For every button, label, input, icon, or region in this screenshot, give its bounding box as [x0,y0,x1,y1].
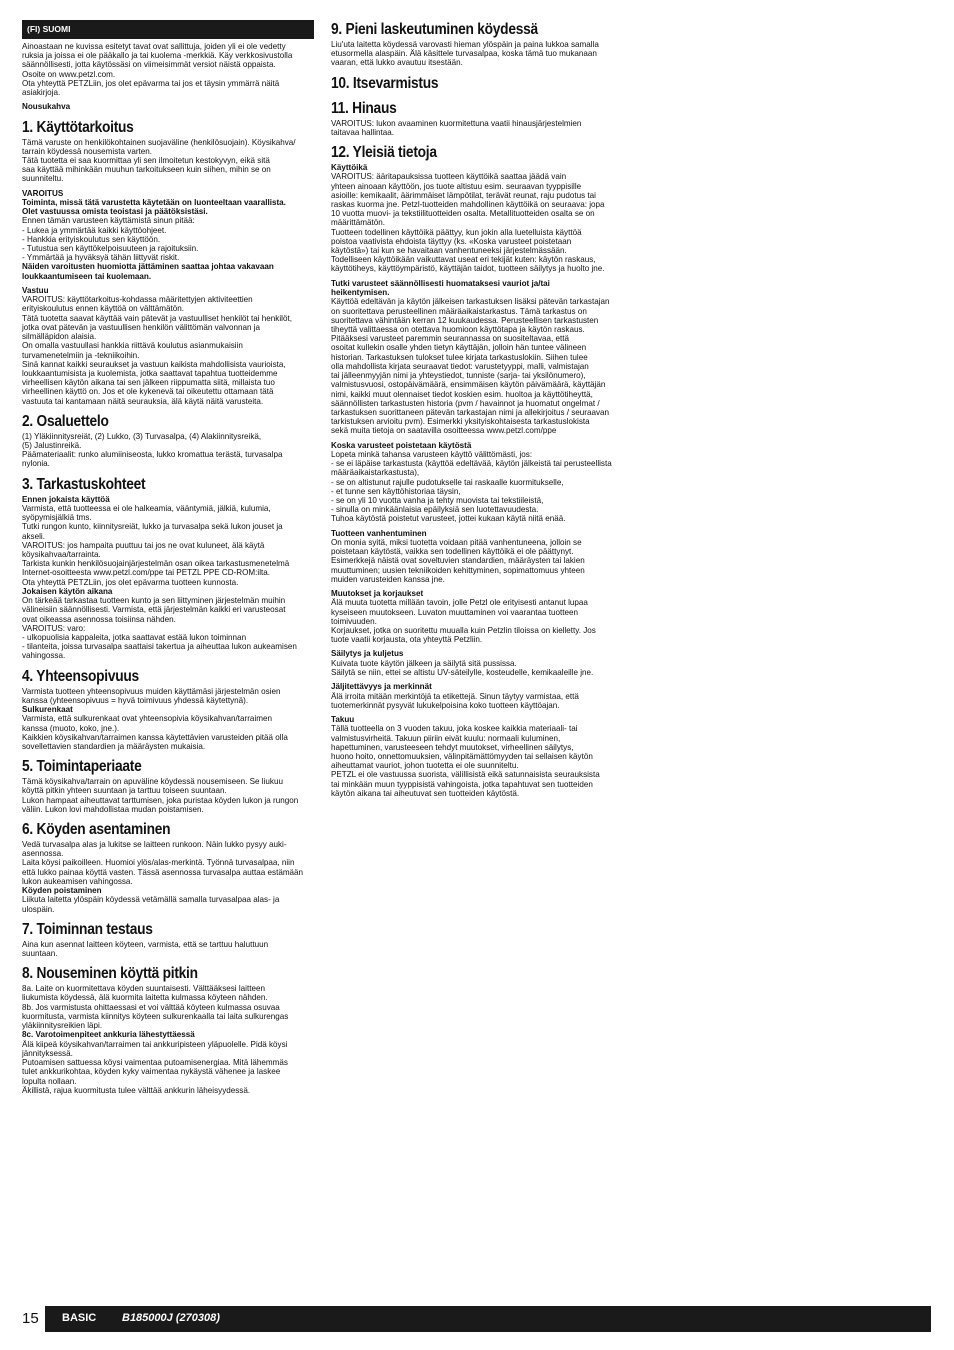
warning-text: Ennen tämän varusteen käyttämistä sinun pitää: - Lukea ja ymmärtää kaikki käyttöohjeet. - Hankkia erityiskoulutus sen käyttöön. - Tutustua sen käyttökelpoisuuteen ja rajoituksiin. - Ymmärtää ja hyväksyä tähän liittyvät riskit. [22,216,199,263]
warning-bold: Toiminta, missä tätä varustetta käytetään on luonteeltaan vaarallista. Olet vastuussa omista teoistasi ja päätöksistäsi. [22,198,286,217]
warning-label: VAROITUS [22,188,64,198]
retirement-label: Koska varusteet poistetaan käytöstä [331,440,472,450]
rope-removal-label: Köyden poistaminen [22,886,102,896]
warranty-label: Takuu [331,715,355,725]
lifetime-label: Käyttöikä [331,163,368,173]
section-8-text: 8a. Laite on kuormitettava köyden suuntaisesti. Välttääksesi laitteen liukumista köydessä, älä kuormita laitetta kulmassa köyteen nähden. 8b. Jos varmistusta ohittaessasi et voi välttää köyteen kulmassa osuvaa kuormitusta, varmista kiinnitys köyteen sulkurenkaalla tai laita sulkurengas yläkiinnitysreikien läpi. [22,984,289,1031]
during-use-text: On tärkeää tarkastaa tuotteen kunto ja sen liittyminen järjestelmän muihin välineisiin säännöllisesti. Varmista, että järjestelmän kaikki eri varusteosat ovat oikeassa asennossa toisiinsa nähden. VAROITUS: varo: - ulkopuolisia kappaleita, jotka saattavat estää lukon toiminnan - tilanteita, joissa turvasalpa saattaisi takertua ja aiheuttaa lukon aukeamisen vahingossa. [22,596,297,661]
responsibility-label: Vastuu [22,285,49,295]
section-2-title: 2. Osaluettelo [22,412,109,430]
warranty-text: Tällä tuotteella on 3 vuoden takuu, joka koskee kaikkia materiaali- tai valmistusvirheitä. Takuun piiriin eivät kuulu: normaali kuluminen, hapettuminen, varusteeseen tehdyt muutokset, virheellinen säilytys, huono hoito, onnettomuuksien, välinpitämättömyyden tai sellaisen käytön aiheuttamat vauriot, johon tuotetta ei ole suunniteltu. PETZL ei ole vastuussa suorista, välillisistä eikä satunnaisista seurauksista tai minkään muun tyyppisistä vahingoista, jotka tapahtuvat sen tuotteiden käytön aikana tai aiheutuvat sen tuotteiden käytöstä. [331,724,600,798]
connectors-label: Sulkurenkaat [22,705,73,714]
section-10-title: 10. Itsevarmistus [331,74,439,92]
section-3-title: 3. Tarkastuskohteet [22,475,146,493]
section-4-text: Varmista tuotteen yhteensopivuus muiden käyttämäsi järjestelmän osien kanssa (yhteensopivuus = hyvä toimivuus yhdessä käytettynä). [22,686,281,705]
section-5-body: Tämä köysikahva/tarrain on apuväline köydessä nousemiseen. Se liukuu köyttä pitkin yhteen suuntaan ja tarttuu toiseen suuntaan. Lukon hampaat aiheuttavat tarttumisen, joka puristaa köyden lukon ja rungon väliin. Lukon lovi mahdollistaa mudan poistamisen. [22,777,299,814]
lifetime-text: VAROITUS: ääritapauksissa tuotteen käyttöikä saattaa jäädä vain yhteen ainoaan käyttöön, jos tuote altistuu esim. seuraavan tyyppisille asioille: kemikaalit, äärimmäiset lämpötilat, terävät reunat, raju pudotus tai raskas kuorma jne. Petzl-tuotteiden mahdollinen käyttöikä on seuraava: jopa 10 vuotta muovi- ja tekstiilituotteiden osalta. Metallituotteiden osalta se on määrittämätön. Tuotteen todellinen käyttöikä päättyy, kun jokin alla luetelluista käyttöä poistoa vaativista ehdoista täyttyy (ks. «Koska varusteet poistetaan käytöstä») tai kun se havaitaan vanhentuneeksi järjestelmässään. Todelliseen käyttöikään vaikuttavat useat eri tekijät kuten: käytön raskaus, käyttötiheys, käyttöympäristö, käyttäjän taidot, tuotteen säilytys ja huolto jne. [331,172,605,274]
inspection-label: Tutki varusteet säännöllisesti huomataksesi vauriot ja/tai heikentymisen. [331,278,550,298]
section-6-text: Vedä turvasalpa alas ja lukitse se laitteen runkoon. Näin lukko pysyy auki- asennossa. Laita köysi paikoilleen. Huomioi ylös/alas-merkintä. Työnnä turvasalpaa, niin että lukko painaa köyttä vasten. Tässä asennossa turvasalpa auttaa estämään lukon aukeamisen vahingossa. [22,840,304,886]
modifications-text: Älä muuta tuotetta millään tavoin, jolle Petzl ole erityisesti antanut lupaa kyseiseen muutokseen. Luvaton muuttaminen voi vaarantaa tuotteen toimivuuden. Korjaukset, jotka on suoritettu muualla kuin Petzlin tiloissa on kielletty. Jos tuote vaatii korjausta, ota yhteyttä Petzliin. [331,598,596,645]
section-4-title: 4. Yhteensopivuus [22,667,139,685]
document-reference: B185000J (270308) [122,1312,220,1324]
section-1-body: Tämä varuste on henkilökohtainen suojaväline (henkilösuojain). Köysikahva/ tarrain köydessä nousemista varten. Tätä tuotetta ei saa kuormittaa yli sen ilmoitetun kestokyvyn, eikä sitä saa käyttää mihinkään muuhun tarkoitukseen kuin siihen, mihin se on suunniteltu. [22,137,296,184]
section-9-body: Liu'uta laitetta köydessä varovasti hieman ylöspäin ja paina lukkoa samalla etusormella alaspäin. Älä käsittele turvasalpaa, koska tämä tuo mukanaan vaaran, että lukko avautuu itsestään. [331,40,599,68]
footer-bar [45,1306,931,1332]
language-label: (FI) SUOMI [22,20,314,39]
warning-bold-2: Näiden varoitusten huomiotta jättäminen saattaa johtaa vakavaan loukkaantumiseen tai kuolemaan. [22,262,274,281]
rope-removal-text: Liikuta laitetta ylöspäin köydessä vetämällä samalla turvasalpaa alas- ja ulospäin. [22,895,280,914]
intro-text: Ainoastaan ne kuvissa esitetyt tavat ovat sallittuja, joiden yli ei ole vedetty ruksia ja joissa ei ole pääkallo ja tai kuolema -merkkiä. Käy verkkosivustolla säännöllisesti, jotta käytössäsi on viimeisimmät versiot näistä oppaista. Osoite on www.petzl.com. Ota yhteyttä PETZLiin, jos olet epävarma tai jos et täysin ymmärrä näitä asiakirjoja. [22,42,293,98]
product-label: Nousukahva [22,102,71,112]
connectors-text: Varmista, että sulkurenkaat ovat yhteensopivia köysikahvan/tarraimen kanssa (muoto, koko, jne.). Kaikkien köysikahvan/tarraimen kanssa käytettävien varusteiden pitää olla sovellettavien standardien ja määräysten mukaisia. [22,714,288,752]
page-footer [0,1306,954,1332]
section-6-title: 6. Köyden asentaminen [22,821,171,839]
left-column [22,20,314,1095]
anchor-precautions-label: 8c. Varotoimenpiteet ankkuria lähestyttäessä [22,1030,195,1040]
section-8-title: 8. Nouseminen köyttä pitkin [22,965,198,983]
before-use-label: Ennen jokaista käyttöä [22,494,110,504]
page-number: 15 [22,1310,39,1327]
storage-text: Kuivata tuote käytön jälkeen ja säilytä sitä pussissa. Säilytä se niin, ettei se altistu UV-säteilylle, kosteudelle, kemikaaleille jne. [331,658,594,677]
section-7-title: 7. Toiminnan testaus [22,920,153,938]
section-5-title: 5. Toimintaperiaate [22,758,142,776]
right-column [331,21,624,798]
section-11-body: VAROITUS: lukon avaaminen kuormitettuna vaatii hinausjärjestelmien taitavaa hallintaa. [331,118,582,137]
during-use-label: Jokaisen käytön aikana [22,586,113,596]
responsibility-text: VAROITUS: käyttötarkoitus-kohdassa määritettyjen aktiviteettien erityiskoulutus ennen käyttöä on välttämätön. Tätä tuotetta saavat käyttää vain pätevät ja vastuulliset henkilöt tai henkilöt, jotka ovat pätevän ja vastuullisen henkilön välittömän valvonnan ja silmälläpidon alaisia. On omalla vastuullasi hankkia riittävä koulutus asianmukaisiin turvamenetelmiin ja -tekniikoihin. Sinä kannat kaikki seuraukset ja vastuun kaikista mahdollisista vaurioista, loukkaantumisista ja kuolemista, jotka saattavat tapahtua tuotteidemme virheellisen käytön aikana tai sen jälkeen riippumatta siitä, millaista tuo virheellinen käyttö on. Jos et ole kykenevä tai oikeutettu ottamaan tätä vastuuta tai kantamaan näitä seurauksia, älä käytä näitä varusteita. [22,295,292,406]
obsolescence-text: On monia syitä, miksi tuotetta voidaan pitää vanhentuneena, jolloin se poistetaan käytöstä, vaikka sen todellinen käyttöikä ei ole päättynyt. Esimerkkejä näistä ovat soveltuvien standardien, määräysten tai lakien muuttuminen; uusien tekniikoiden kehittyminen, sopimattomuus yhteen muiden varusteiden kanssa jne. [331,537,585,584]
section-7-body: Aina kun asennat laitteen köyteen, varmista, että se tarttuu haluttuun suuntaan. [22,939,269,959]
inspection-text: Käyttöä edeltävän ja käytön jälkeisen tarkastuksen lisäksi pätevän tarkastajan on suoritettava perusteellinen määräaikaistarkastus. Tämä tarkastus on suoritettava vähintään kerran 12 kuukaudessa. Perusteellisen tarkastusten tiheyttä valittaessa on otettava huomioon käyttötapa ja käytön raskaus. Pitääksesi varusteet paremmin seurannassa on suositeltavaa, että osoitat kullekin osalle yhden tietyn käyttäjän, jolloin hän tuntee välineen historian. Tarkastuksen tulokset tulee kirjata tarkastuslokiin. Siihen tulee olla mahdollista kirjata seuraavat tiedot: varustetyyppi, malli, valmistajan tai jälleenmyyjän nimi ja yhteystiedot, tunniste (sarja- tai yksilönumero), valmistusvuosi, ostopäivämäärä, ensimmäisen käytön päivämäärä, käyttäjän nimi, kaikki muut olennaiset tiedot koskien esim. huoltoa ja käyttötiheyttä, säännöllisten tarkastusten historia (pvm / havainnot ja huomatut ongelmat / tarkastuksen suorittaneen pätevän tarkastajan nimi ja allekirjoitus / seuraavan tarkistuksen arvioitu pvm). Esimerkki yksityiskohtaisesta tarkastuslokista sekä muita tietoja on saatavilla osoitteessa www.petzl.com/ppe [331,297,610,436]
storage-label: Säilytys ja kuljetus [331,649,404,659]
anchor-precautions-text: Älä kiipeä köysikahvan/tarraimen tai ankkuripisteen yläpuolelle. Pidä köysi jännityksessä. Putoamisen sattuessa köysi vaimentaa putoamisenergiaa. Mitä lähemmäs tulet ankkurikohtaa, köyden kyky vaimentaa nykäystä vähenee ja laskee lopulta nollaan. Äkillistä, rajua kuormitusta tulee välttää ankkurin läheisyydessä. [22,1039,288,1095]
section-12-title: 12. Yleisiä tietoja [331,144,437,162]
traceability-text: Älä irroita mitään merkintöjä ta etikettejä. Sinun täytyy varmistaa, että tuotemerkinnät pysyvät lukukelpoisina koko tuotteen käyttöajan. [331,691,579,710]
section-2-body: (1) Yläkiinnitysreiät, (2) Lukko, (3) Turvasalpa, (4) Alakiinnitysreikä, (5) Jalustinreikä. Päämateriaalit: runko alumiiniseosta, lukko kromattua terästä, turvasalpa nylonia. [22,431,283,469]
retirement-text: Lopeta minkä tahansa varusteen käyttö välittömästi, jos: - se ei läpäise tarkastusta (käyttöä edeltävää, käytön jälkeistä tai perusteellista määräaikaistarkastusta), - se on altistunut rajulle pudotukselle tai raskaalle kuormitukselle, - et tunne sen käyttöhistoriaa täysin, - se on yli 10 vuotta vanha ja tehty muovista tai tekstiileistä, - sinulla on minkäänlaisia epäilyksiä sen luotettavuudesta. Tuhoa käytöstä poistetut varusteet, jotteі kukaan käytä niitä enää. [331,449,612,524]
product-name: BASIC [62,1312,97,1324]
section-1-title: 1. Käyttötarkoitus [22,118,134,136]
modifications-label: Muutokset ja korjaukset [331,588,424,598]
section-9-title: 9. Pieni laskeutuminen köydessä [331,21,538,38]
obsolescence-label: Tuotteen vanhentuminen [331,528,427,538]
section-11-title: 11. Hinaus [331,99,397,117]
before-use-text: Varmista, että tuotteessa ei ole halkeamia, vääntymiä, jälkiä, kulumia, syöpymisjälkiä tms. Tutki rungon kunto, kiinnitysreiät, lukko ja turvasalpa sekä lukon jouset ja akseli. VAROITUS: jos hampaita puuttuu tai jos ne ovat kuluneet, älä käytä köysikahvaa/tarrainta. Tarkista kunkin henkilösuojainjärjestelmän osan oikea tarkastusmenetelmä Internet-osoitteesta www.petzl.com/ppe tai PETZL PPE CD-ROM:ilta. Ota yhteyttä PETZLiin, jos olet epävarma tuotteen kunnosta. [22,503,290,587]
traceability-label: Jäljitettävyys ja merkinnät [331,682,432,692]
